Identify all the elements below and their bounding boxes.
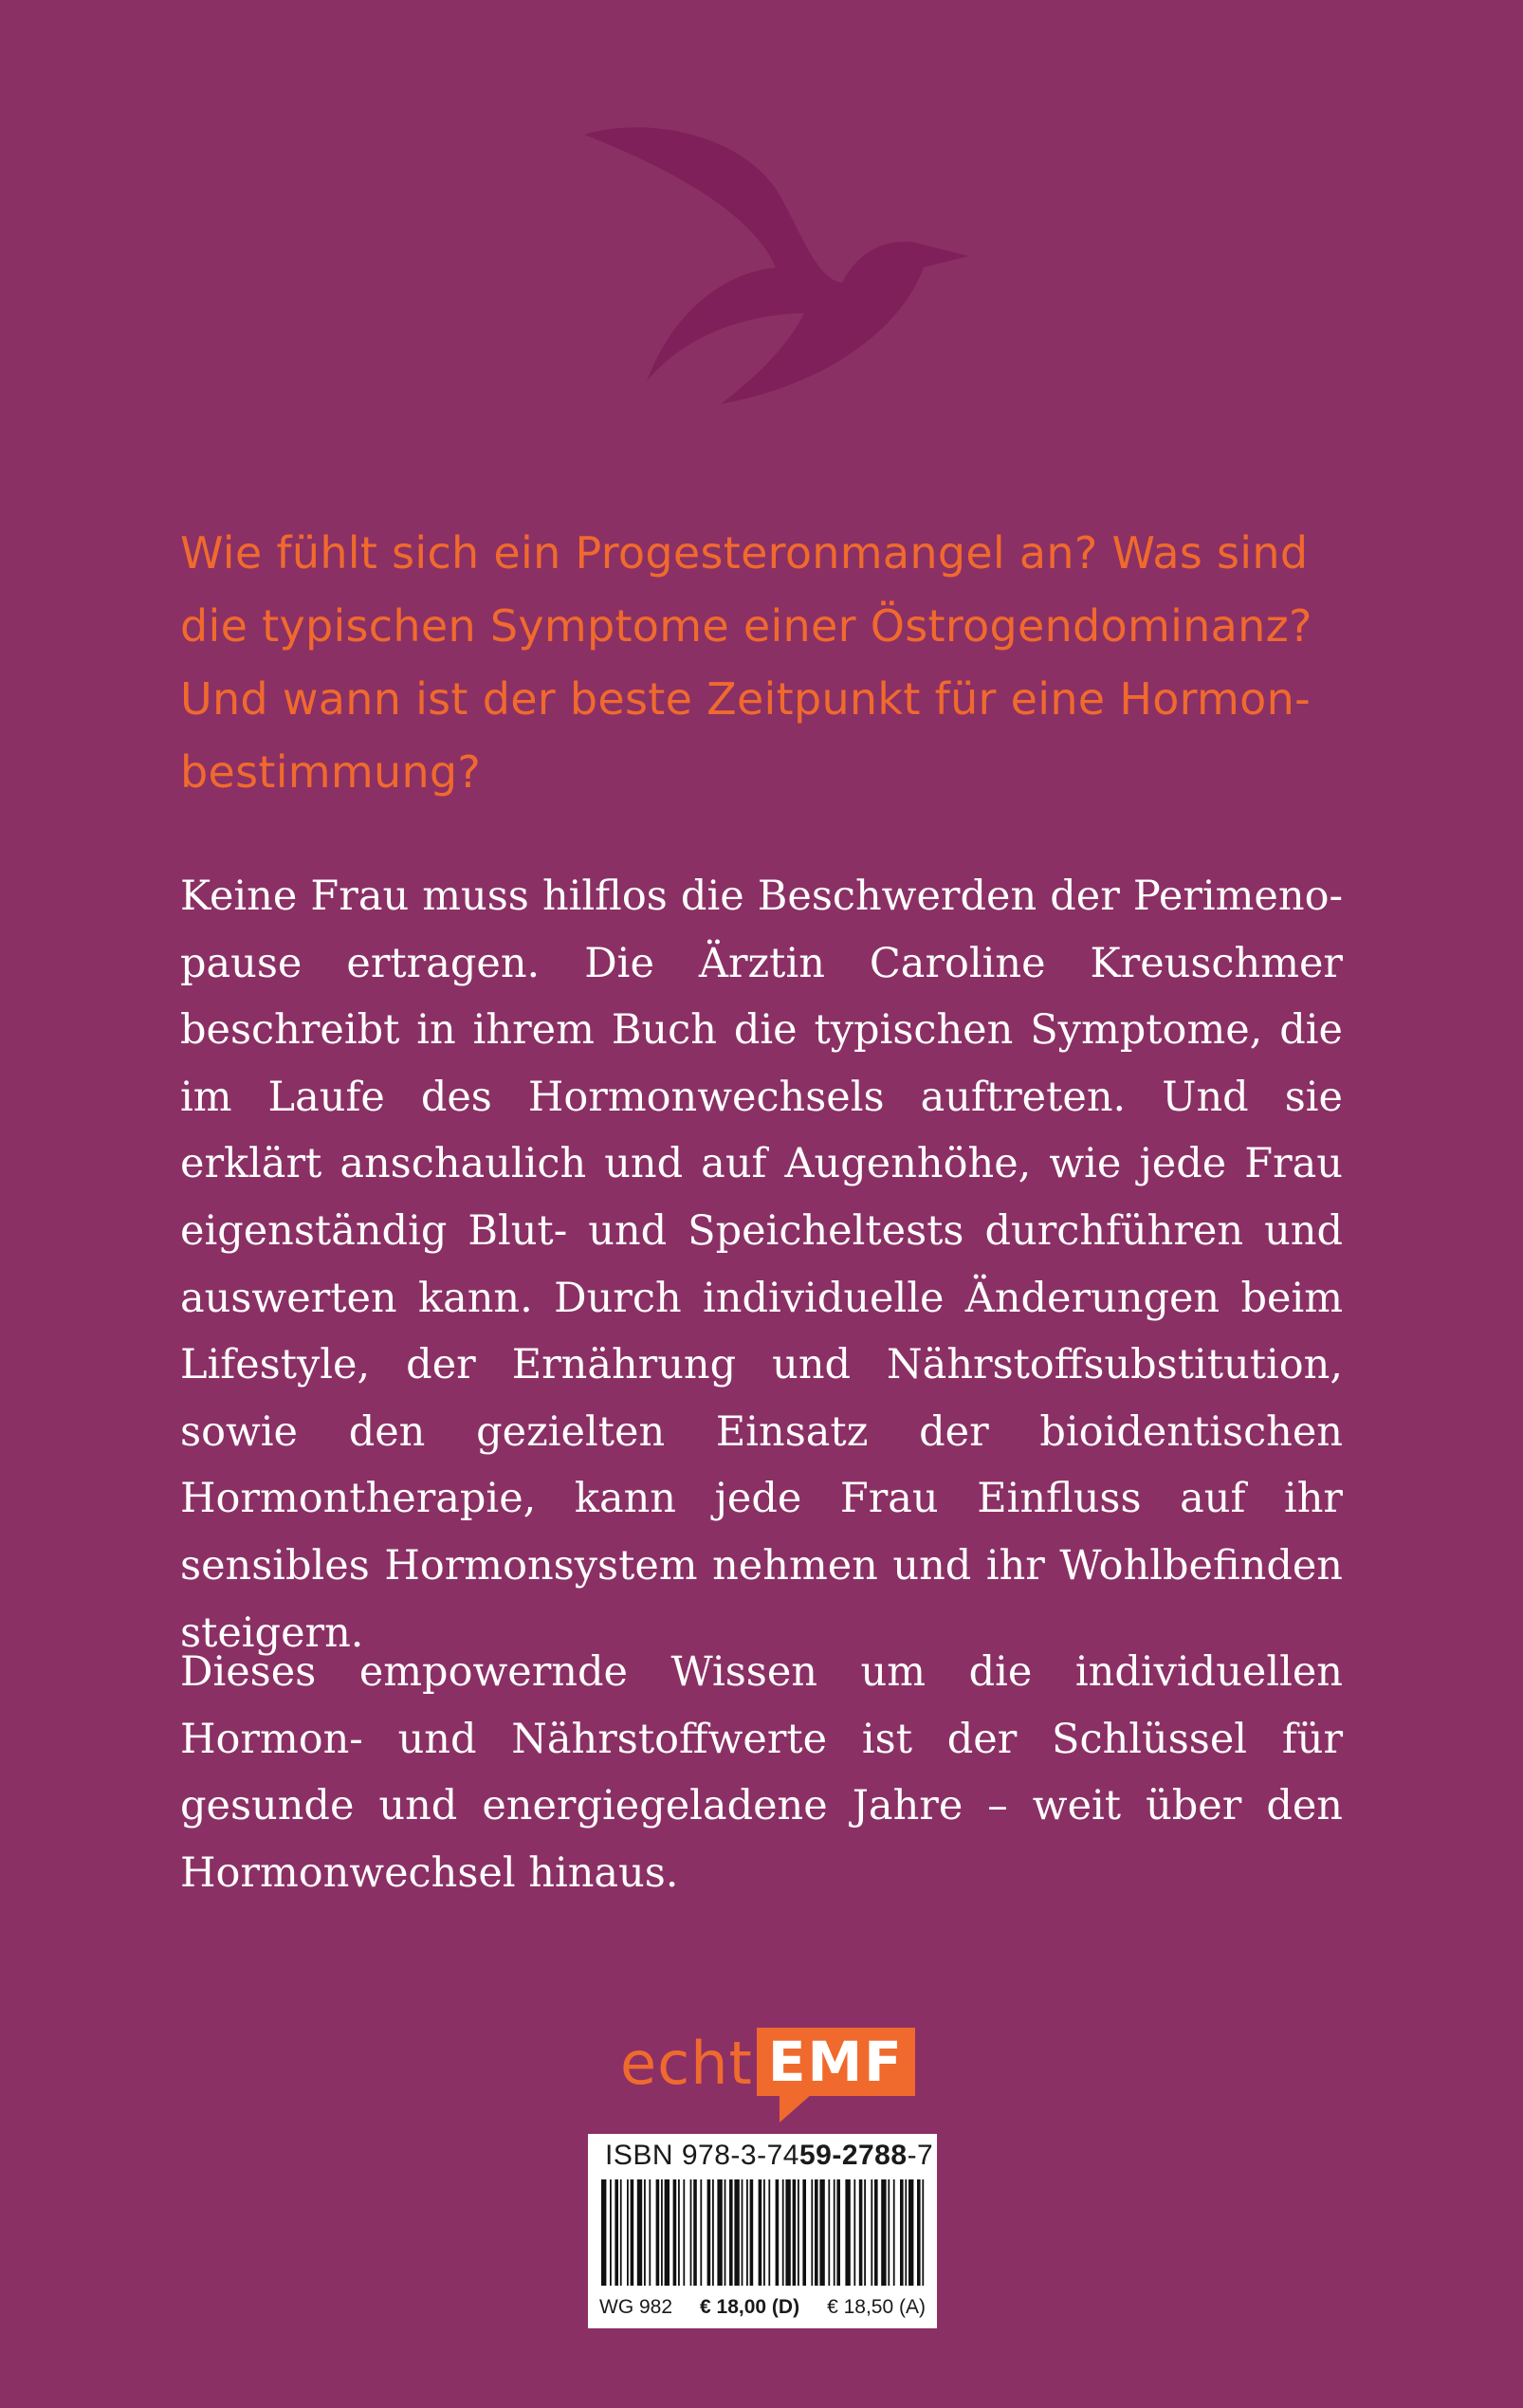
barcode-bar — [763, 2179, 765, 2286]
barcode-bar — [637, 2179, 642, 2286]
barcode-bar — [644, 2179, 646, 2286]
barcode-bar — [922, 2179, 924, 2286]
barcode-bar — [874, 2179, 878, 2286]
barcode-bar — [834, 2179, 835, 2286]
barcode-bar — [893, 2179, 895, 2286]
barcode-bar — [627, 2179, 629, 2286]
barcode-bar — [661, 2179, 663, 2286]
barcode-bar — [828, 2179, 830, 2286]
barcode-bar — [785, 2179, 790, 2286]
barcode-bar — [853, 2179, 855, 2286]
barcode-bar — [673, 2179, 677, 2286]
barcode-bar — [811, 2179, 813, 2286]
barcode-bar — [802, 2179, 806, 2286]
barcode-bar — [601, 2179, 606, 2286]
barcode-bar — [782, 2179, 784, 2286]
description-paragraph-2: Dieses empowernde Wissen um die individuellen Hormon- und Nährstoffwerte ist der Schlüssel für gesunde und energiegeladene Jahre – weit über den Hormonwechsel hinaus. — [180, 1648, 1343, 1897]
barcode-bar — [819, 2179, 824, 2286]
barcode-bar — [836, 2179, 840, 2286]
barcode-bar — [864, 2179, 866, 2286]
barcode-bar — [900, 2179, 904, 2286]
description-paragraph-1: Keine Frau muss hilflos die Beschwerden der Perimenopause ertragen. Die Ärztin Caroline Kreuschmer beschreibt in ihrem Buch die typischen Symptome, die im Laufe des Hormonwechsels auftreten. Und sie erklärt anschaulich und auf Augenhöhe, wie jede Frau eigenständig Blut- und Speicheltests durchführen und auswerten kann. Durch individuelle Änderungen beim Lifestyle, der Ernährung und Nährstoffsubstitution, sowie den gezielten Einsatz der bioidentischen Hormontherapie, kann jede Frau Einfluss auf ihr sensibles Hormonsystem nehmen und ihr Wohlbefinden steigern. — [180, 873, 1343, 1657]
barcode-bar — [815, 2179, 818, 2286]
barcode-bar — [729, 2179, 733, 2286]
barcode-bar — [717, 2179, 722, 2286]
barcode-bar — [678, 2179, 680, 2286]
barcode-bar — [859, 2179, 863, 2286]
barcode-bar — [871, 2179, 872, 2286]
barcode-bar — [798, 2179, 799, 2286]
price-germany: € 18,00 (D) — [700, 2296, 800, 2318]
barcode-bar — [917, 2179, 921, 2286]
barcode-bar — [649, 2179, 651, 2286]
barcode-bar — [656, 2179, 660, 2286]
barcode-bar — [707, 2179, 711, 2286]
barcode-bar — [631, 2179, 634, 2286]
barcode-bar — [712, 2179, 714, 2286]
barcode-bar — [690, 2179, 692, 2286]
barcode-bar — [615, 2179, 618, 2286]
barcode-bar — [742, 2179, 743, 2286]
barcode-icon — [599, 2179, 926, 2286]
barcode-bar — [905, 2179, 907, 2286]
barcode-bar — [793, 2179, 797, 2286]
publisher-logo-echt: echt — [620, 2029, 753, 2098]
isbn-barcode-panel — [588, 2134, 937, 2328]
price-row — [599, 2293, 926, 2322]
price-austria: € 18,50 (A) — [827, 2296, 926, 2318]
barcode-bar — [845, 2179, 850, 2286]
barcode-bar — [746, 2179, 748, 2286]
barcode-bar — [888, 2179, 890, 2286]
isbn-number: ISBN 978-3-7459-2788-7 — [605, 2140, 934, 2171]
barcode-bar — [908, 2179, 913, 2286]
barcode-bar — [700, 2179, 702, 2286]
barcode-bar — [768, 2179, 770, 2286]
barcode-bar — [750, 2179, 754, 2286]
barcode-bar — [734, 2179, 739, 2286]
speech-bubble-tail-icon — [780, 2094, 812, 2123]
barcode-bar — [693, 2179, 697, 2286]
barcode-bar — [881, 2179, 886, 2286]
publisher-logo-emf: EMF — [767, 2030, 904, 2094]
barcode-bar — [665, 2179, 670, 2286]
barcode-bar — [759, 2179, 762, 2286]
barcode-bar — [683, 2179, 685, 2286]
warengruppe-code: WG 982 — [599, 2296, 673, 2318]
publisher-logo-badge — [757, 2028, 915, 2096]
barcode-bar — [610, 2179, 612, 2286]
dove-icon — [578, 114, 977, 417]
barcode-bar — [620, 2179, 622, 2286]
publisher-logo — [620, 2028, 915, 2098]
cover-headline: Wie fühlt sich ein Progesteronmangel an? Was sind die typischen Symptome einer Östrogendominanz? Und wann ist der beste Zeitpunkt für eine Hormonbestimmung? — [180, 527, 1312, 798]
barcode-bar — [776, 2179, 780, 2286]
barcode-bar — [725, 2179, 726, 2286]
